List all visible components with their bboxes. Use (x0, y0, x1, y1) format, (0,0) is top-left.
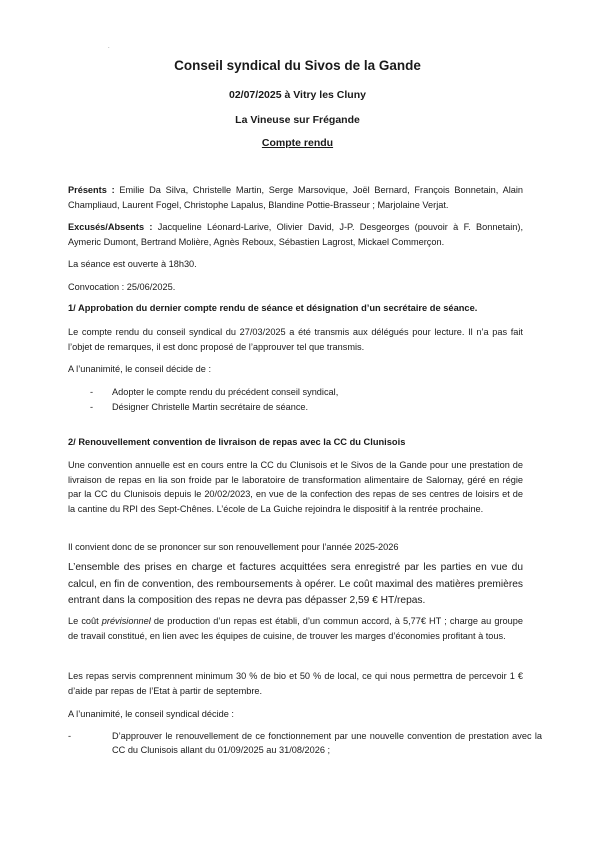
presents-list: Emilie Da Silva, Christelle Martin, Serge Marsovique, Joël Bernard, François Bonnetain, Alain Champliaud, Laurent Fogel, Christophe Lapalus, Blandine Pottie-Brasseur ; Marjolaine Verjat. (68, 185, 523, 210)
opening-time: La séance est ouverte à 18h30. (68, 259, 197, 269)
list-item: - D’approuver le renouvellement de ce fonctionnement par une nouvelle convention de prestation avec la CC du Clunisois allant du 01/09/2025 au 31/08/2026 ; (68, 731, 542, 755)
section2-heading: 2/ Renouvellement convention de livraison de repas avec la CC du Clunisois (68, 437, 406, 447)
list-item: - Désigner Christelle Martin secrétaire de séance. (90, 402, 309, 412)
section1-decision: A l’unanimité, le conseil décide de : (68, 364, 212, 374)
document-title: Conseil syndical du Sivos de la Gande (174, 58, 421, 73)
section1-heading: 1/ Approbation du dernier compte rendu de séance et désignation d’un secrétaire de séance. (68, 303, 478, 313)
meeting-date: 02/07/2025 à Vitry les Cluny (229, 89, 366, 101)
section2-paragraph-5: Les repas servis comprennent minimum 30 % de bio et 50 % de local, ce qui nous permettra de percevoir 1 € d’aide par repas de l’Etat à partir de septembre. (68, 671, 523, 696)
bullet: - (90, 387, 94, 397)
section2-paragraph-1: Une convention annuelle est en cours entre la CC du Clunisois et le Sivos de la Gande pour une prestation de livraison de repas en lia son froide par le laboratoire de transformation alimentaire de Salornay, géré en régie par la CC du Clunisois depuis le 20/02/2023, en vue de la confection des repas de ses centres de loisirs et de la cantine du RPI des Sept-Chênes. L’école de La Guiche rejoindra le dispositif à la rentrée prochaine. (68, 460, 523, 514)
section2-paragraph-4: Le coût prévisionnel de production d’un repas est établi, d’un commun accord, à 5,77€ HT ; charge au groupe de travail constitué, en lien avec les équipes de cuisine, de trouver les marges d’économies profitant à tous. (68, 616, 523, 641)
presents-label: Présents : (68, 185, 115, 195)
page-mark: . (108, 44, 110, 50)
bullet: - (90, 402, 94, 412)
list-item: - Adopter le compte rendu du précédent conseil syndical, (90, 387, 339, 397)
excuses-paragraph (68, 220, 523, 249)
excuses-label: Excusés/Absents : (68, 222, 153, 232)
convocation-date: Convocation : 25/06/2025. (68, 282, 176, 292)
section1-paragraph: Le compte rendu du conseil syndical du 27/03/2025 a été transmis aux délégués pour lecture. Il n’a pas fait l’objet de remarques, il est donc proposé de l’approuver tel que transmis. (68, 327, 523, 352)
section2-decision: A l’unanimité, le conseil syndical décide : (68, 709, 234, 719)
section2-paragraph-2: Il convient donc de se prononcer sur son renouvellement pour l’année 2025-2026 (68, 542, 399, 552)
section2-paragraph-3: L’ensemble des prises en charge et factures acquittées sera enregistré par les parties en vue du calcul, en fin de convention, des remboursements à opérer. Le coût maximal des matières premières entrant dans la composition des repas ne devra pas dépasser 2,59 € HT/repas. (68, 562, 523, 606)
document-type: Compte rendu (261, 137, 334, 149)
meeting-place: La Vineuse sur Frégande (235, 114, 360, 126)
bullet: - (68, 731, 72, 741)
presents-paragraph (68, 183, 523, 212)
excuses-list: Jacqueline Léonard-Larive, Olivier David, J-P. Desgeorges (pouvoir à F. Bonnetain), Aymeric Dumont, Bertrand Molière, Agnès Reboux, Sébastien Lagrost, Mickael Commerçon. (68, 222, 524, 247)
